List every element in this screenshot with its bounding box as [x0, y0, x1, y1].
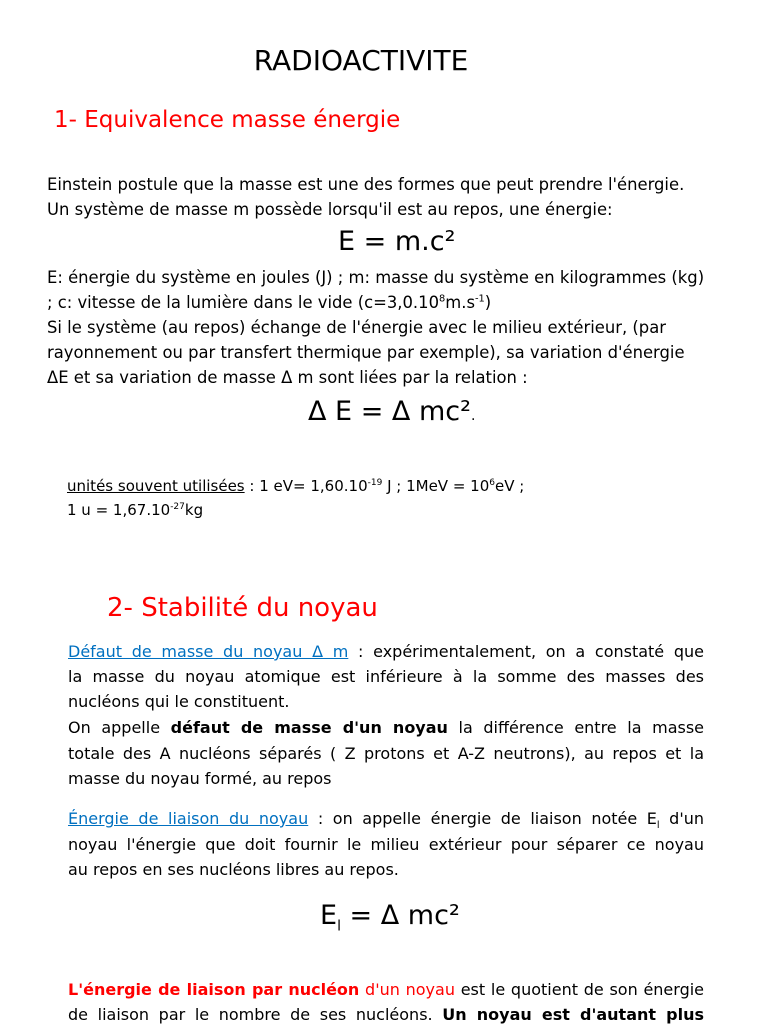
binding-link[interactable]: Énergie de liaison du noyau [68, 809, 309, 828]
defect-line-2: la masse du noyau atomique est inférieure à la somme des masses des [68, 667, 704, 686]
defect-line-6: masse du noyau formé, au repos [68, 769, 332, 788]
binding-line-2: noyau l'énergie que doit fournir le milieu extérieur pour séparer ce noyau [68, 835, 704, 854]
defect-line-5: totale des A nucléons séparés ( Z protons et A-Z neutrons), au repos et la [68, 744, 704, 763]
exchange-line-2: rayonnement ou par transfert thermique par exemple), sa variation d'énergie [47, 343, 685, 362]
units-label: unités souvent utilisées [67, 477, 245, 495]
equation-e-mc2: E = m.c² [338, 226, 456, 257]
per-nucleon-term: L'énergie de liaison par nucléon [68, 980, 360, 999]
defect-line-4: On appelle défaut de masse d'un noyau la différence entre la masse [68, 718, 705, 737]
section-1-heading: 1- Equivalence masse énergie [54, 107, 401, 133]
defect-link[interactable]: Défaut de masse du noyau Δ m [68, 642, 349, 661]
exchange-line-1: Si le système (au repos) échange de l'énergie avec le milieu extérieur, (par [47, 318, 666, 337]
binding-line-3: au repos en ses nucléons libres au repos. [68, 860, 399, 879]
per-nucleon-line-2: de liaison par le nombre de ses nucléons. Un noyau est d'autant plus [68, 1005, 705, 1024]
units-line-2: 1 $u = 1,67.10^{-27}kg$ [67, 501, 204, 519]
defect-term: défaut de masse d'un noyau [170, 718, 448, 737]
intro-line-2: Un système de masse m possède lorsqu'il est au repos, une énergie: [47, 200, 613, 219]
defect-line-1: Défaut de masse du noyau Δ m : expérimentalement, on a constaté que [68, 642, 705, 661]
exchange-line-3: ΔE et sa variation de masse Δ m sont liées par la relation : [47, 368, 528, 387]
equation-binding-energy: $E_l = \Delta$ mc² [320, 900, 460, 935]
binding-line-1: Énergie de liaison du noyau : on appelle énergie de liaison notée $E_l$ d'un [68, 809, 704, 832]
intro-line-1: Einstein postule que la masse est une des formes que peut prendre l'énergie. [47, 175, 685, 194]
definition-line-1: E: énergie du système en joules (J) ; m: masse du système en kilogrammes (kg) [47, 268, 705, 287]
defect-line-3: nucléons qui le constituent. [68, 692, 290, 711]
per-nucleon-line-1: L'énergie de liaison par nucléon d'un noyau est le quotient de son énergie [68, 980, 705, 999]
section-2-heading: 2- Stabilité du noyau [107, 593, 378, 623]
page-title: RADIOACTIVITE [253, 44, 469, 77]
equation-delta-e: Δ E = Δ mc². [308, 396, 476, 427]
definition-line-2: ; c: vitesse de la lumière dans le vide $(c=3,0.10^8m.s^{-1})$ [47, 293, 492, 312]
units-line-1: unités souvent utilisées : 1 $eV= 1,60.10^{-19}$ J ; $1MeV = 10^6eV$ ; [67, 477, 525, 495]
